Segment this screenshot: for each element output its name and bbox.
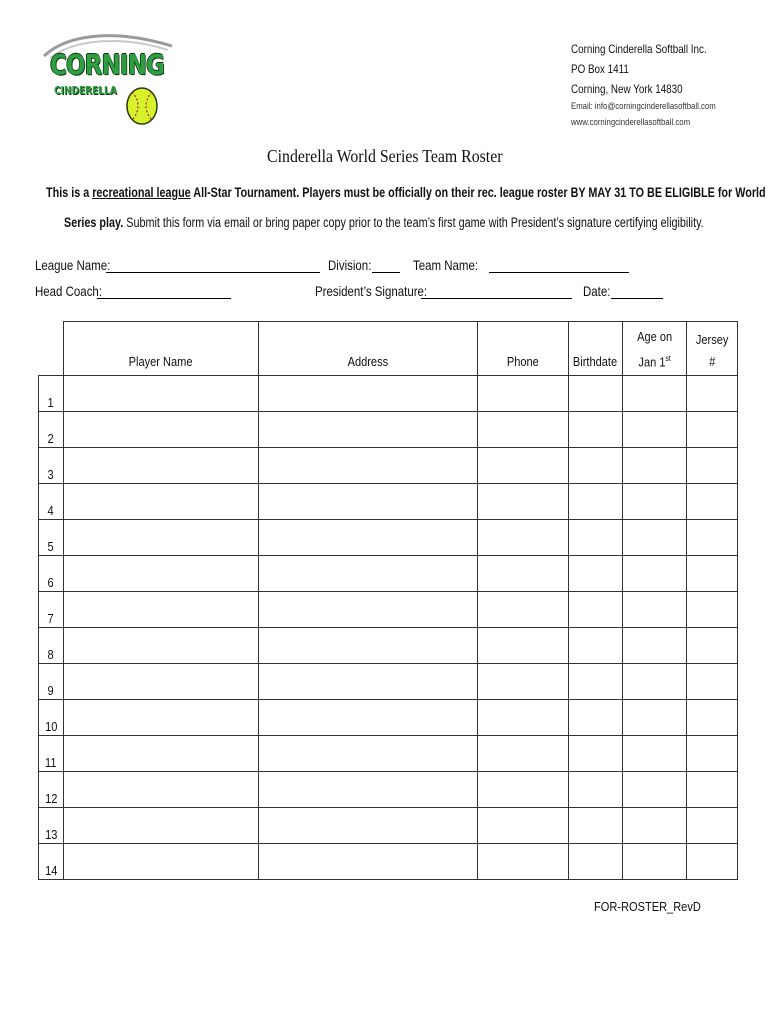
jersey-cell[interactable] — [687, 376, 738, 412]
player-name-cell[interactable] — [64, 520, 259, 556]
row-number: 9 — [39, 664, 64, 700]
birthdate-cell[interactable] — [569, 484, 623, 520]
header-phone: Phone — [478, 322, 569, 376]
form-code: FOR-ROSTER_RevD — [594, 899, 701, 914]
league-name-field[interactable] — [106, 272, 320, 273]
table-row — [39, 628, 738, 664]
birthdate-cell[interactable] — [569, 520, 623, 556]
birthdate-cell[interactable] — [569, 808, 623, 844]
org-city: Corning, New York 14830 — [571, 82, 683, 96]
player-name-cell[interactable] — [64, 628, 259, 664]
roster-table — [38, 321, 738, 880]
age-cell[interactable] — [623, 556, 687, 592]
address-cell[interactable] — [259, 700, 478, 736]
address-cell[interactable] — [259, 592, 478, 628]
birthdate-cell[interactable] — [569, 592, 623, 628]
jersey-cell[interactable] — [687, 844, 738, 880]
address-cell[interactable] — [259, 844, 478, 880]
row-number: 7 — [39, 592, 64, 628]
phone-cell[interactable] — [478, 412, 569, 448]
age-cell[interactable] — [623, 448, 687, 484]
head-coach-label: Head Coach: — [35, 283, 103, 299]
league-name-label: League Name: — [35, 257, 111, 273]
player-name-cell[interactable] — [64, 736, 259, 772]
jersey-cell[interactable] — [687, 592, 738, 628]
row-number: 13 — [39, 808, 64, 844]
president-signature-field[interactable] — [421, 298, 572, 299]
age-cell[interactable] — [623, 484, 687, 520]
address-cell[interactable] — [259, 556, 478, 592]
player-name-cell[interactable] — [64, 592, 259, 628]
age-cell[interactable] — [623, 592, 687, 628]
table-row — [39, 700, 738, 736]
age-cell[interactable] — [623, 628, 687, 664]
date-label: Date: — [583, 283, 611, 299]
address-cell[interactable] — [259, 484, 478, 520]
jersey-cell[interactable] — [687, 448, 738, 484]
table-row — [39, 448, 738, 484]
division-field[interactable] — [372, 272, 400, 273]
player-name-cell[interactable] — [64, 556, 259, 592]
org-po-box: PO Box 1411 — [571, 62, 629, 76]
header-birthdate: Birthdate — [569, 322, 623, 376]
player-name-cell[interactable] — [64, 412, 259, 448]
phone-cell[interactable] — [478, 664, 569, 700]
jersey-cell[interactable] — [687, 520, 738, 556]
division-label: Division: — [328, 257, 372, 273]
address-cell[interactable] — [259, 448, 478, 484]
row-number: 3 — [39, 448, 64, 484]
phone-cell[interactable] — [478, 376, 569, 412]
jersey-cell[interactable] — [687, 556, 738, 592]
birthdate-cell[interactable] — [569, 628, 623, 664]
player-name-cell[interactable] — [64, 700, 259, 736]
jersey-cell[interactable] — [687, 808, 738, 844]
header-address: Address — [259, 322, 478, 376]
row-number: 6 — [39, 556, 64, 592]
team-name-label: Team Name: — [413, 257, 479, 273]
phone-cell[interactable] — [478, 556, 569, 592]
table-row — [39, 736, 738, 772]
phone-cell[interactable] — [478, 592, 569, 628]
phone-cell[interactable] — [478, 844, 569, 880]
table-row — [39, 556, 738, 592]
row-number: 4 — [39, 484, 64, 520]
address-cell[interactable] — [259, 520, 478, 556]
header-player-name: Player Name — [64, 322, 259, 376]
row-number: 14 — [39, 844, 64, 880]
phone-cell[interactable] — [478, 736, 569, 772]
intro-underlined: recreational league — [92, 185, 191, 200]
table-row — [39, 376, 738, 412]
row-number: 5 — [39, 520, 64, 556]
birthdate-cell[interactable] — [569, 772, 623, 808]
org-name: Corning Cinderella Softball Inc. — [571, 42, 707, 56]
jersey-cell[interactable] — [687, 700, 738, 736]
age-cell[interactable] — [623, 772, 687, 808]
jersey-cell[interactable] — [687, 484, 738, 520]
birthdate-cell[interactable] — [569, 736, 623, 772]
player-name-cell[interactable] — [64, 772, 259, 808]
age-cell[interactable] — [623, 376, 687, 412]
table-row — [39, 808, 738, 844]
player-name-cell[interactable] — [64, 376, 259, 412]
address-cell[interactable] — [259, 412, 478, 448]
row-number: 1 — [39, 376, 64, 412]
org-email[interactable]: Email: info@corningcinderellasoftball.com — [571, 101, 716, 112]
table-row — [39, 772, 738, 808]
phone-cell[interactable] — [478, 808, 569, 844]
address-cell[interactable] — [259, 736, 478, 772]
age-cell[interactable] — [623, 412, 687, 448]
row-number: 8 — [39, 628, 64, 664]
header-jersey: Jersey # — [687, 322, 738, 376]
age-cell[interactable] — [623, 736, 687, 772]
table-header-row — [39, 322, 738, 376]
player-name-cell[interactable] — [64, 664, 259, 700]
table-row — [39, 520, 738, 556]
age-cell[interactable] — [623, 664, 687, 700]
intro-paragraph — [46, 178, 766, 238]
birthdate-cell[interactable] — [569, 448, 623, 484]
row-number: 12 — [39, 772, 64, 808]
jersey-cell[interactable] — [687, 628, 738, 664]
phone-cell[interactable] — [478, 628, 569, 664]
phone-cell[interactable] — [478, 448, 569, 484]
age-cell[interactable] — [623, 844, 687, 880]
address-cell[interactable] — [259, 664, 478, 700]
jersey-cell[interactable] — [687, 412, 738, 448]
jersey-cell[interactable] — [687, 664, 738, 700]
table-row — [39, 664, 738, 700]
softball-icon — [124, 86, 160, 126]
jersey-cell[interactable] — [687, 736, 738, 772]
org-website[interactable]: www.corningcinderellasoftball.com — [571, 117, 691, 128]
age-cell[interactable] — [623, 520, 687, 556]
table-row — [39, 592, 738, 628]
address-cell[interactable] — [259, 808, 478, 844]
birthdate-cell[interactable] — [569, 664, 623, 700]
intro-instructions: Submit this form via email or bring paper copy prior to the team’s first game with President’s signature certifying eligibility. — [123, 215, 704, 230]
president-signature-label: President’s Signature: — [315, 283, 428, 299]
table-row — [39, 412, 738, 448]
player-name-cell[interactable] — [64, 808, 259, 844]
player-name-cell[interactable] — [64, 844, 259, 880]
address-cell[interactable] — [259, 376, 478, 412]
logo-wordmark: CORNING — [50, 48, 165, 81]
logo-subtitle: CINDERELLA — [54, 84, 117, 97]
page-title: Cinderella World Series Team Roster — [267, 146, 503, 166]
birthdate-cell[interactable] — [569, 844, 623, 880]
address-cell[interactable] — [259, 772, 478, 808]
birthdate-cell[interactable] — [569, 376, 623, 412]
corning-cinderella-logo — [40, 34, 180, 130]
age-cell[interactable] — [623, 808, 687, 844]
phone-cell[interactable] — [478, 520, 569, 556]
intro-text-rest: All-Star Tournament. Players must be officially on their rec. league roster BY MAY 31 TO BE ELIGIBLE for World — [190, 185, 766, 200]
header-number-cell — [39, 322, 64, 376]
age-cell[interactable] — [623, 700, 687, 736]
head-coach-field[interactable] — [97, 298, 231, 299]
player-name-cell[interactable] — [64, 448, 259, 484]
jersey-cell[interactable] — [687, 772, 738, 808]
table-row — [39, 844, 738, 880]
date-field[interactable] — [611, 298, 663, 299]
row-number: 10 — [39, 700, 64, 736]
birthdate-cell[interactable] — [569, 412, 623, 448]
header-age: Age on Jan 1st — [623, 322, 687, 376]
row-number: 11 — [39, 736, 64, 772]
phone-cell[interactable] — [478, 772, 569, 808]
phone-cell[interactable] — [478, 484, 569, 520]
team-name-field[interactable] — [489, 272, 629, 273]
row-number: 2 — [39, 412, 64, 448]
org-address-block — [571, 39, 748, 131]
intro-text: This is a — [46, 185, 93, 200]
birthdate-cell[interactable] — [569, 556, 623, 592]
birthdate-cell[interactable] — [569, 700, 623, 736]
intro-bold: Series play. — [64, 215, 124, 230]
table-row — [39, 484, 738, 520]
phone-cell[interactable] — [478, 700, 569, 736]
player-name-cell[interactable] — [64, 484, 259, 520]
address-cell[interactable] — [259, 628, 478, 664]
